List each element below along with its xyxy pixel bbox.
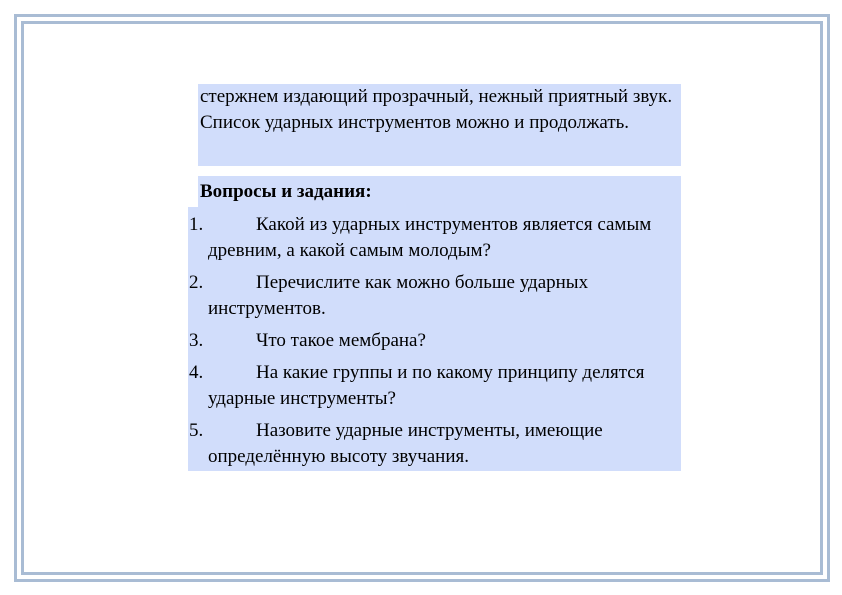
question-text: Что такое мембрана? <box>256 330 426 351</box>
question-number: 1. <box>189 214 204 235</box>
question-text: Перечислите как можно больше ударных инструментов. <box>208 272 589 319</box>
question-item-1 <box>188 207 681 265</box>
question-text: Какой из ударных инструментов является самым древним, а какой самым молодым? <box>208 214 652 261</box>
body-paragraph: стержнем издающий прозрачный, нежный приятный звук. Список ударных инструментов можно и продолжать. <box>198 84 681 166</box>
question-number: 5. <box>189 420 204 441</box>
question-number: 2. <box>189 272 204 293</box>
question-number: 3. <box>189 330 204 351</box>
question-text: Назовите ударные инструменты, имеющие определённую высоту звучания. <box>208 420 603 467</box>
question-item-5 <box>188 413 681 471</box>
question-item-4 <box>188 355 681 413</box>
questions-list <box>188 207 681 471</box>
question-item-3 <box>188 323 681 355</box>
question-text: На какие группы и по какому принципу делятся ударные инструменты? <box>208 362 645 409</box>
question-number: 4. <box>189 362 204 383</box>
question-item-2 <box>188 265 681 323</box>
questions-heading: Вопросы и задания: <box>198 176 681 207</box>
